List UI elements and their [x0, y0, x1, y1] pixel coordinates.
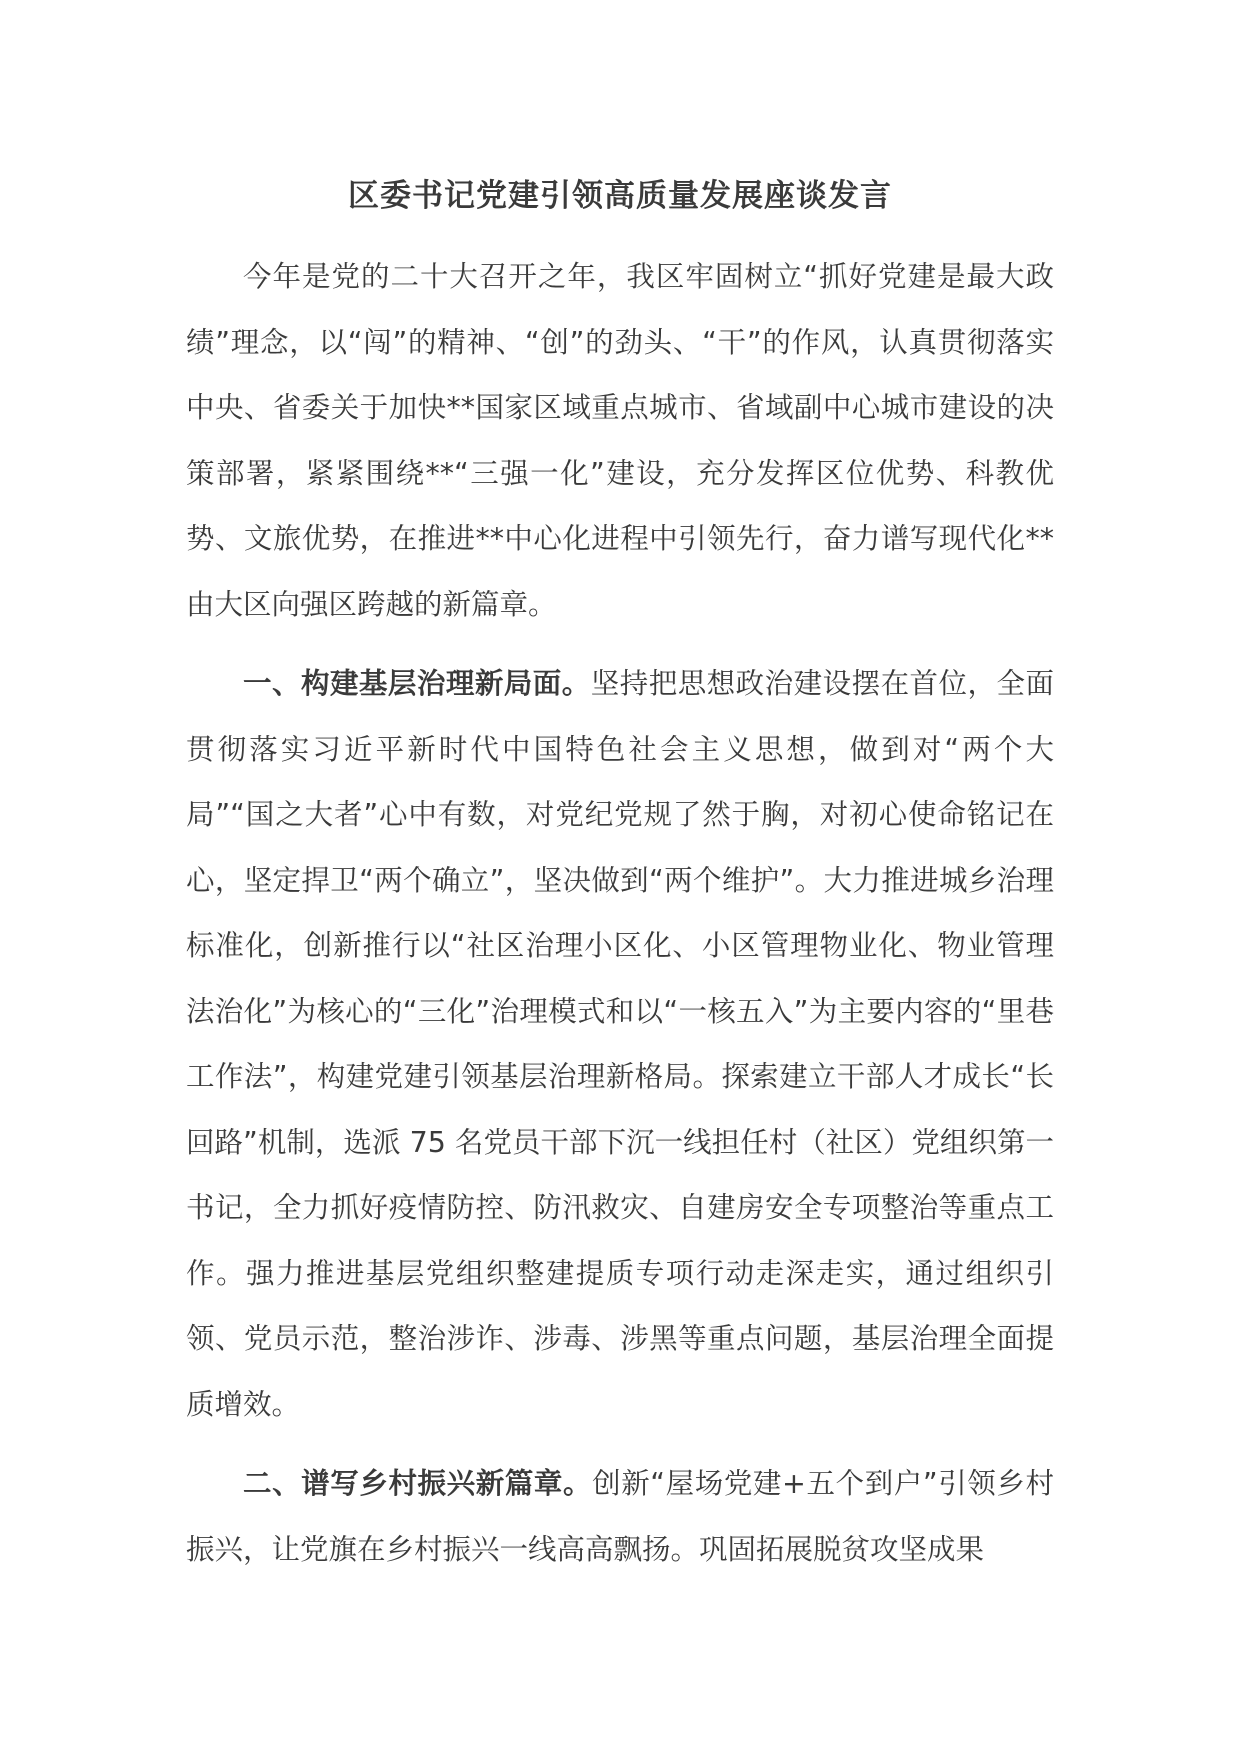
section-body-1: 坚持把思想政治建设摆在首位，全面贯彻落实习近平新时代中国特色社会主义思想，做到对“两个大局”“国之大者”心中有数，对党纪党规了然于胸，对初心使命铭记在心，坚定捍卫“两个确立”，坚决做到“两个维护”。大力推进城乡治理标准化，创新推行以“社区治理小区化、小区管理物业化、物业管理法治化”为核心的“三化”治理模式和以“一核五入”为主要内容的“里巷工作法”，构建党建引领基层治理新格局。探索建立干部人才成长“长回路”机制，选派 75 名党员干部下沉一线担任村（社区）党组织第一书记，全力抓好疫情防控、防汛救灾、自建房安全专项整治等重点工作。强力推进基层党组织整建提质专项行动走深走实，通过组织引领、党员示范，整治涉诈、涉毒、涉黑等重点问题，基层治理全面提质增效。: [186, 667, 1054, 1421]
section-body-2: 创新“屋场党建+五个到户”引领乡村振兴，让党旗在乡村振兴一线高高飘扬。巩固拓展脱贫攻坚成果: [186, 1467, 1054, 1566]
section-paragraph-1: [186, 651, 1054, 1437]
section-heading-2: 二、谱写乡村振兴新篇章。: [243, 1467, 593, 1500]
document-page: [186, 170, 1054, 1582]
document-title: 区委书记党建引领高质量发展座谈发言: [348, 178, 892, 214]
intro-paragraph: 今年是党的二十大召开之年，我区牢固树立“抓好党建是最大政绩”理念，以“闯”的精神、“创”的劲头、“干”的作风，认真贯彻落实中央、省委关于加快**国家区域重点城市、省域副中心城市建设的决策部署，紧紧围绕**“三强一化”建设，充分发挥区位优势、科教优势、文旅优势，在推进**中心化进程中引领先行，奋力谱写现代化**由大区向强区跨越的新篇章。: [186, 260, 1054, 621]
section-heading-1: 一、构建基层治理新局面。: [243, 667, 591, 700]
section-paragraph-2: [186, 1451, 1054, 1582]
